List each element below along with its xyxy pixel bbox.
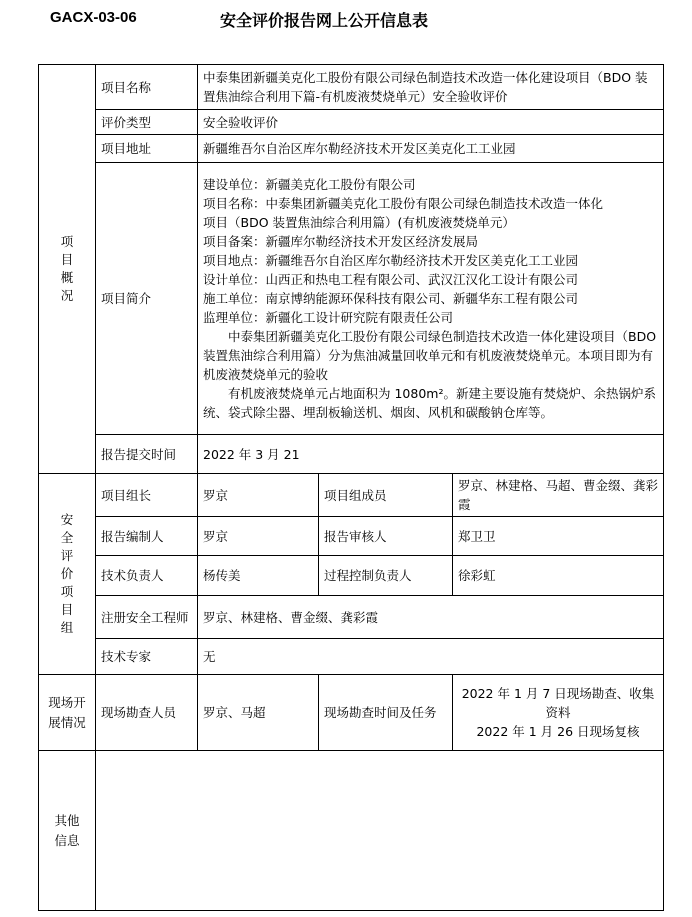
process-lead-value: 徐彩虹: [453, 556, 664, 596]
site-time-value: 2022 年 1 月 7 日现场勘查、收集资料 2022 年 1 月 26 日现场复核: [453, 675, 664, 751]
section-evaluation-team: 安全评价项目组: [39, 474, 96, 675]
project-name-label: 项目名称: [96, 65, 198, 110]
project-address-label: 项目地址: [96, 135, 198, 163]
safety-engineers-value: 罗京、林建格、曹金缀、龚彩霞: [198, 596, 664, 639]
table-row: [39, 517, 664, 556]
project-name-value: 中泰集团新疆美克化工股份有限公司绿色制造技术改造一体化建设项目（BDO 装置焦油综合利用下篇-有机废液焚烧单元）安全验收评价: [198, 65, 664, 110]
document-code: GACX-03-06: [50, 9, 137, 26]
intro-line: 项目（BDO 装置焦油综合利用篇）(有机废液焚烧单元）: [203, 215, 515, 230]
intro-line: 项目备案：新疆库尔勒经济技术开发区经济发展局: [203, 234, 479, 249]
tech-lead-label: 技术负责人: [96, 556, 198, 596]
section-project-overview: 项目概况: [39, 65, 96, 474]
section-site-work: 现场开展情况: [39, 675, 96, 751]
tech-expert-value: 无: [198, 639, 664, 675]
team-members-value: 罗京、林建格、马超、曹金缀、龚彩霞: [453, 474, 664, 517]
page-title: 安全评价报告网上公开信息表: [220, 11, 429, 30]
report-author-value: 罗京: [198, 517, 319, 556]
intro-line: 监理单位：新疆化工设计研究院有限责任公司: [203, 310, 454, 325]
intro-line: 施工单位：南京博纳能源环保科技有限公司、新疆华东工程有限公司: [203, 291, 579, 306]
evaluation-type-label: 评价类型: [96, 110, 198, 135]
table-row: [39, 163, 664, 435]
project-intro-value: [198, 163, 664, 435]
tech-expert-label: 技术专家: [96, 639, 198, 675]
table-row: [39, 135, 664, 163]
site-time-label: 现场勘查时间及任务: [319, 675, 453, 751]
safety-engineers-label: 注册安全工程师: [96, 596, 198, 639]
submit-time-value: 2022 年 3 月 21: [198, 435, 664, 474]
submit-time-label: 报告提交时间: [96, 435, 198, 474]
team-leader-value: 罗京: [198, 474, 319, 517]
site-surveyors-value: 罗京、马超: [198, 675, 319, 751]
table-row: [39, 474, 664, 517]
section-other-info: 其他信息: [39, 751, 96, 911]
info-table: [38, 64, 664, 911]
intro-line: 项目名称：中泰集团新疆美克化工股份有限公司绿色制造技术改造一体化: [203, 196, 604, 211]
team-leader-label: 项目组长: [96, 474, 198, 517]
report-reviewer-value: 郑卫卫: [453, 517, 664, 556]
report-reviewer-label: 报告审核人: [319, 517, 453, 556]
table-row: [39, 65, 664, 110]
table-row: [39, 435, 664, 474]
site-surveyors-label: 现场勘查人员: [96, 675, 198, 751]
team-members-label: 项目组成员: [319, 474, 453, 517]
other-info-value: [96, 751, 664, 911]
intro-line: 建设单位：新疆美克化工股份有限公司: [203, 177, 416, 192]
evaluation-type-value: 安全验收评价: [198, 110, 664, 135]
process-lead-label: 过程控制负责人: [319, 556, 453, 596]
table-row: [39, 639, 664, 675]
project-intro-label: 项目简介: [96, 163, 198, 435]
table-row: [39, 675, 664, 751]
table-row: [39, 751, 664, 911]
project-address-value: 新疆维吾尔自治区库尔勒经济技术开发区美克化工工业园: [198, 135, 664, 163]
intro-paragraph: 有机废液焚烧单元占地面积为 1080m²。新建主要设施有焚烧炉、余热锅炉系统、袋式除尘器、埋刮板输送机、烟囱、风机和碳酸钠仓库等。: [203, 386, 656, 420]
intro-line: 设计单位：山西正和热电工程有限公司、武汉江汉化工设计有限公司: [203, 272, 579, 287]
table-row: [39, 110, 664, 135]
report-author-label: 报告编制人: [96, 517, 198, 556]
intro-line: 项目地点：新疆维吾尔自治区库尔勒经济技术开发区美克化工工业园: [203, 253, 579, 268]
intro-paragraph: 中泰集团新疆美克化工股份有限公司绿色制造技术改造一体化建设项目（BDO 装置焦油综合利用篇）分为焦油减量回收单元和有机废液焚烧单元。本项目即为有机废液焚烧单元的验收: [203, 329, 657, 382]
table-row: [39, 556, 664, 596]
table-row: [39, 596, 664, 639]
tech-lead-value: 杨传美: [198, 556, 319, 596]
